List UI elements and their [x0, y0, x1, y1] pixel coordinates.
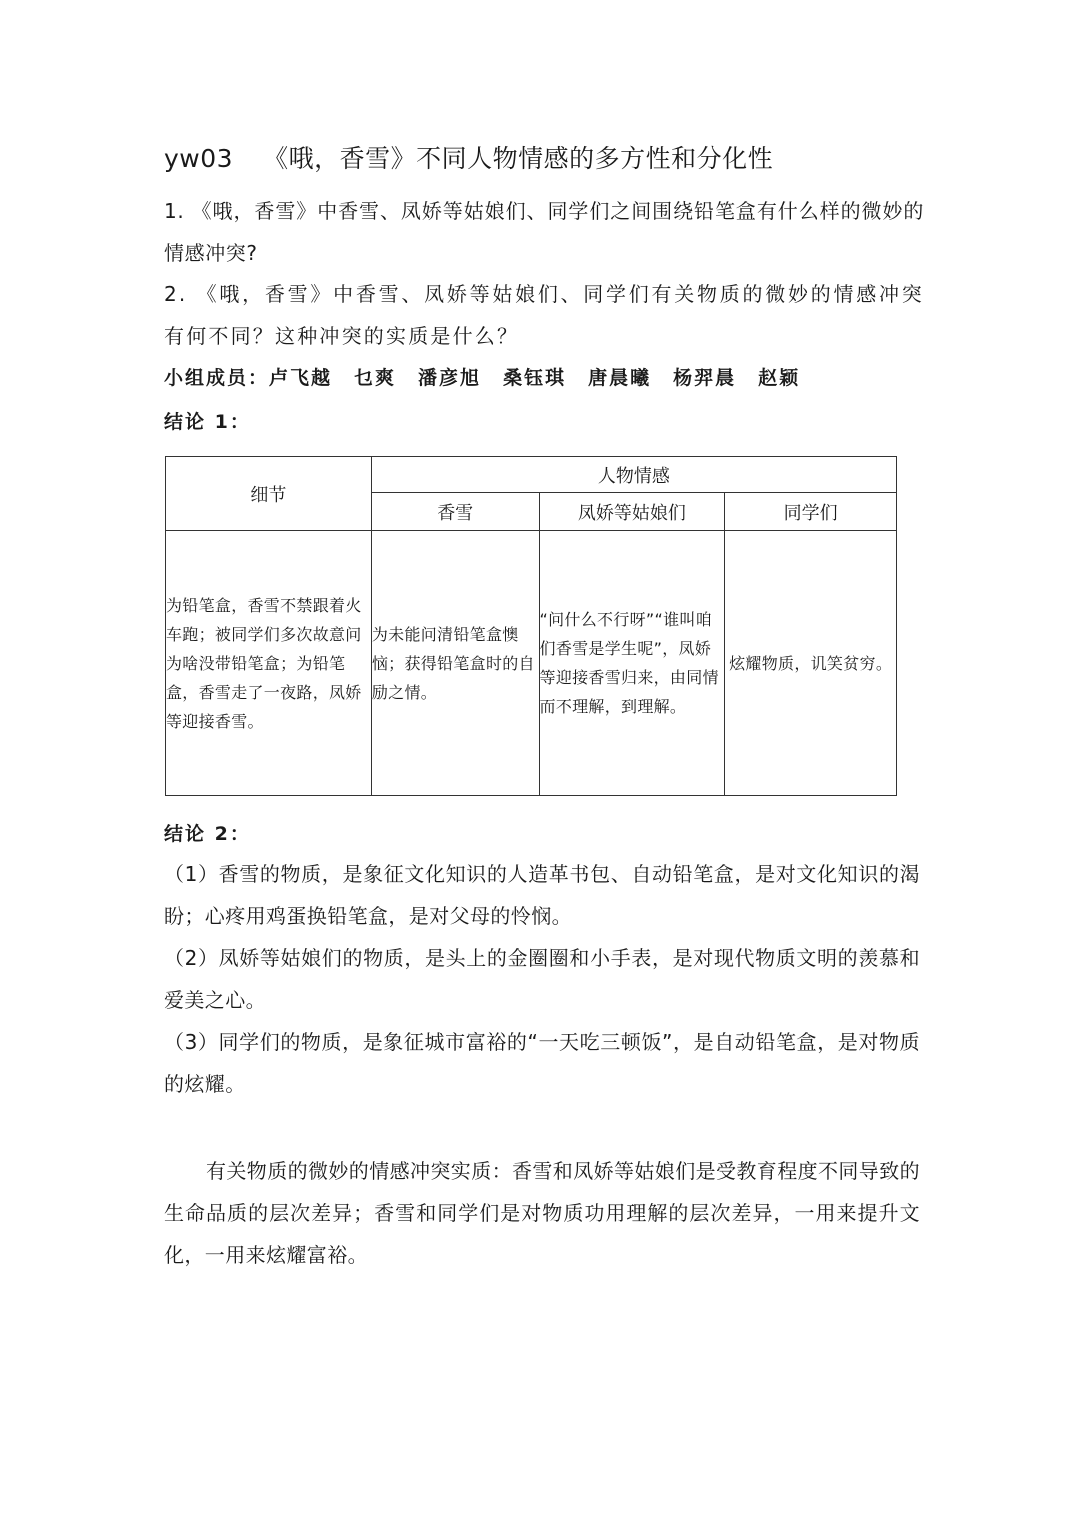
group-members: [164, 358, 822, 398]
member-name: 乜爽: [354, 367, 397, 389]
subheader-fengjiao: 凤娇等姑娘们: [539, 493, 725, 531]
question-2: 2. 《哦，香雪》中香雪、凤娇等姑娘们、同学们有关物质的微妙的情感冲突有何不同？这种冲突的实质是什么？: [164, 282, 924, 348]
member-name: 唐晨曦: [588, 367, 652, 389]
conclusion-2-list: [164, 853, 920, 1105]
member-name: 卢飞越: [269, 367, 333, 389]
header-detail: 细节: [166, 457, 372, 531]
cell-fengjiao: “问什么不行呀”“谁叫咱们香雪是学生呢”，凤娇等迎接香雪归来，由同情而不理解，到理解。: [539, 531, 725, 796]
table-row: [166, 531, 897, 796]
title-text: 《哦，香雪》不同人物情感的多方性和分化性: [263, 144, 774, 173]
cell-detail: 为铅笔盒，香雪不禁跟着火车跑；被同学们多次故意问为啥没带铅笔盒；为铅笔盒，香雪走了一夜路，凤娇等迎接香雪。: [166, 531, 372, 796]
title-code: yw03: [164, 144, 234, 173]
conclusion-1-label: 结论 1：: [164, 411, 251, 433]
cell-classmates: 炫耀物质，讥笑贫穷。: [725, 531, 897, 796]
member-name: 桑钰琪: [503, 367, 567, 389]
cell-xiangxue: 为未能问清铅笔盒懊恼；获得铅笔盒时的自励之情。: [371, 531, 539, 796]
list-item: （3）同学们的物质，是象征城市富裕的“一天吃三顿饭”，是自动铅笔盒，是对物质的炫耀。: [164, 1030, 920, 1096]
page-title: [164, 140, 773, 178]
members-label: 小组成员：: [164, 367, 270, 389]
emotion-table: [165, 456, 897, 796]
header-emotions: 人物情感: [371, 457, 896, 493]
list-item: （2）凤娇等姑娘们的物质，是头上的金圈圈和小手表，是对现代物质文明的羡慕和爱美之心。: [164, 946, 920, 1012]
summary-paragraph: 有关物质的微妙的情感冲突实质：香雪和凤娇等姑娘们是受教育程度不同导致的生命品质的层次差异；香雪和同学们是对物质功用理解的层次差异，一用来提升文化，一用来炫耀富裕。: [164, 1159, 920, 1267]
member-name: 潘彦旭: [418, 367, 482, 389]
member-name: 赵颖: [758, 367, 801, 389]
subheader-xiangxue: 香雪: [371, 493, 539, 531]
conclusion-2-label: 结论 2：: [164, 823, 251, 845]
subheader-classmates: 同学们: [725, 493, 897, 531]
member-name: 杨羿晨: [673, 367, 737, 389]
list-item: （1）香雪的物质，是象征文化知识的人造革书包、自动铅笔盒，是对文化知识的渴盼；心疼用鸡蛋换铅笔盒，是对父母的怜悯。: [164, 862, 920, 928]
question-1: 1. 《哦，香雪》中香雪、凤娇等姑娘们、同学们之间围绕铅笔盒有什么样的微妙的情感冲突?: [164, 199, 924, 265]
